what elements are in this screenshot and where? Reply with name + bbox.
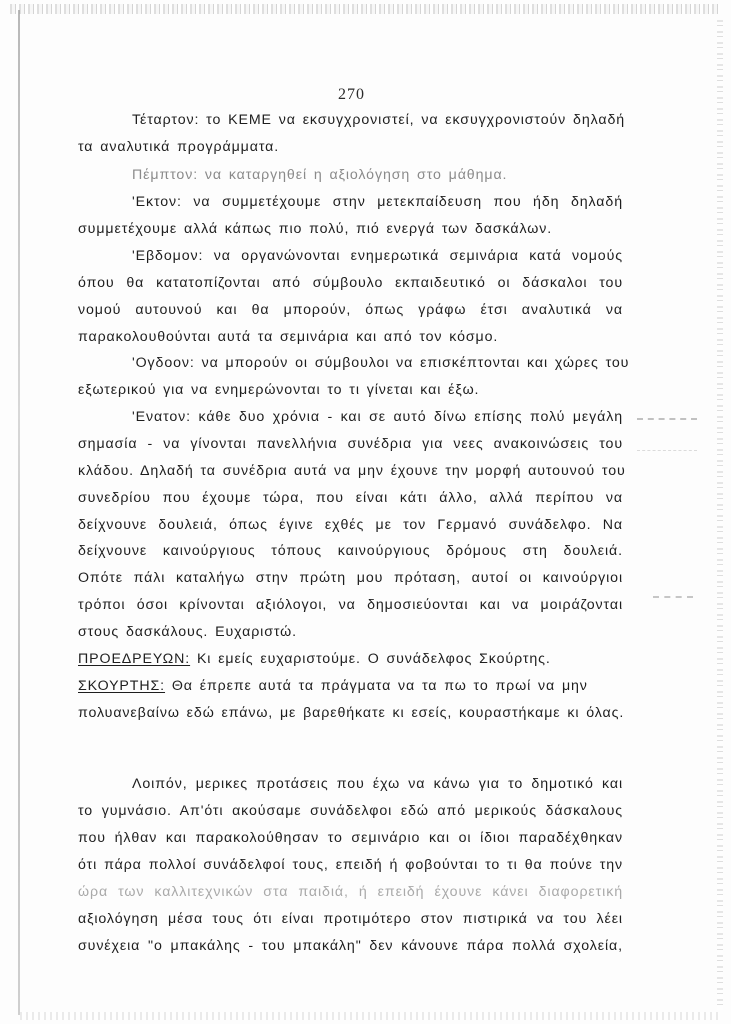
speaker-name: ΠΡΟΕΔΡΕΥΩΝ: (78, 651, 191, 667)
text-line: Οπότε πάλι καταλήγω στην πρώτη μου πρόταση, αυτοί οι καινούργιοι (78, 570, 623, 586)
text-line: τρόποι όσοι κρίνονται αξιόλογοι, να δημοσιεύονται και να μοιράζονται (78, 597, 623, 613)
text-line: παρακολουθούνται αυτά τα σεμινάρια και από τον κόσμο. (78, 329, 499, 345)
scan-edge-top (10, 4, 720, 14)
text-line: κλάδου. Δηλαδή τα συνέδρια αυτά να μην έχουνε την μορφή αυτουνού του (78, 463, 626, 479)
text-line: που ήλθαν και παρακολούθησαν το σεμινάριο και οι ίδιοι παραδέχθηκαν (78, 830, 623, 846)
scan-margin-mark (653, 596, 693, 600)
text-line: 'Ενατον: κάθε δυο χρόνια - και σε αυτό δίνω επίσης πολύ μεγάλη (132, 409, 623, 425)
text-line: δείχνουνε δουλειά, όπως έγινε εχθές με τον Γερμανό συνάδελφο. Να (78, 517, 623, 533)
text-line: νομού αυτουνού και θα μπορούν, όπως γράφω έτσι αναλυτικά να (78, 302, 623, 318)
page-number: 270 (338, 86, 365, 103)
speaker-name: ΣΚΟΥΡΤΗΣ: (78, 678, 166, 694)
text-line: συμμετέχουμε αλλά κάπως πιο πολύ, πιό ενεργά των δασκάλων. (78, 221, 553, 237)
text-line: 'Εβδομον: να οργανώνονται ενημερωτικά σεμινάρια κατά νομούς (132, 248, 623, 264)
text-line: πολυανεβαίνω εδώ επάνω, με βαρεθήκατε κι εσείς, κουραστήκαμε κι όλας. (78, 705, 625, 721)
text-line: τα αναλυτικά προγράμματα. (78, 139, 280, 155)
text-line: συνέχεια "ο μπακάλης - του μπακάλη" δεν κάνουνε πάρα πολλά σχολεία, (78, 938, 623, 954)
scan-margin-mark (637, 418, 697, 451)
text-line: εξωτερικού για να ενημερώνονται το τι γίνεται και έξω. (78, 382, 480, 398)
text-line: Πέμπτον: να καταργηθεί η αξιολόγηση στο μάθημα. (132, 167, 508, 183)
scan-edge-left (18, 10, 20, 1015)
speaker-text: Θα έπρεπε αυτά τα πράγματα να τα πω το πρωί να μην (171, 678, 588, 694)
text-line: συνεδρίου που έχουμε τώρα, που είναι κάτι άλλο, αλλά περίπου να (78, 490, 623, 506)
text-line: ότι πάρα πολλοί συνάδελφοί τους, επειδή ή φοβούνται το τι θα πούνε την (78, 857, 623, 873)
text-line: Λοιπόν, μερικες προτάσεις που έχω να κάνω για το δημοτικό και (132, 776, 623, 792)
text-line: 'Ογδοον: να μπορούν οι σύμβουλοι να επισκέπτονται και χώρες του (132, 355, 630, 371)
text-line: σημασία - να γίνονται πανελλήνια συνέδρια για νεες ανακοινώσεις του (78, 436, 623, 452)
text-line: στους δασκάλους. Ευχαριστώ. (78, 624, 298, 640)
speaker-line (78, 677, 623, 695)
text-line: 'Εκτον: να συμμετέχουμε στην μετεκπαίδευση που ήδη δηλαδή (132, 194, 623, 210)
text-line: το γυμνάσιο. Απ'ότι ακούσαμε συνάδελφοι εδώ από μερικούς δάσκαλους (78, 803, 623, 819)
text-line: δείχνουνε καινούργιους τόπους καινούργιους δρόμους στη δουλειά. (78, 543, 623, 559)
text-line: όπου θα κατατοπίζονται από σύμβουλο εκπαιδευτικό οι δάσκαλοι του (78, 275, 623, 291)
speaker-line (78, 650, 623, 668)
text-line: αξιολόγηση μέσα τους ότι είναι προτιμότερο στον πιστιρικά να του λέει (78, 911, 623, 927)
scan-edge-right (717, 20, 723, 1010)
scan-edge-bottom (20, 1012, 720, 1020)
text-line: Τέταρτον: το ΚΕΜΕ να εκσυγχρονιστεί, να εκσυγχρονιστούν δηλαδή (132, 112, 626, 128)
text-line: ώρα των καλλιτεχνικών στα παιδιά, ή επειδή έχουνε κάνει διαφορετική (78, 884, 623, 900)
speaker-text: Κι εμείς ευχαριστούμε. Ο συνάδελφος Σκούρτης. (196, 651, 551, 667)
